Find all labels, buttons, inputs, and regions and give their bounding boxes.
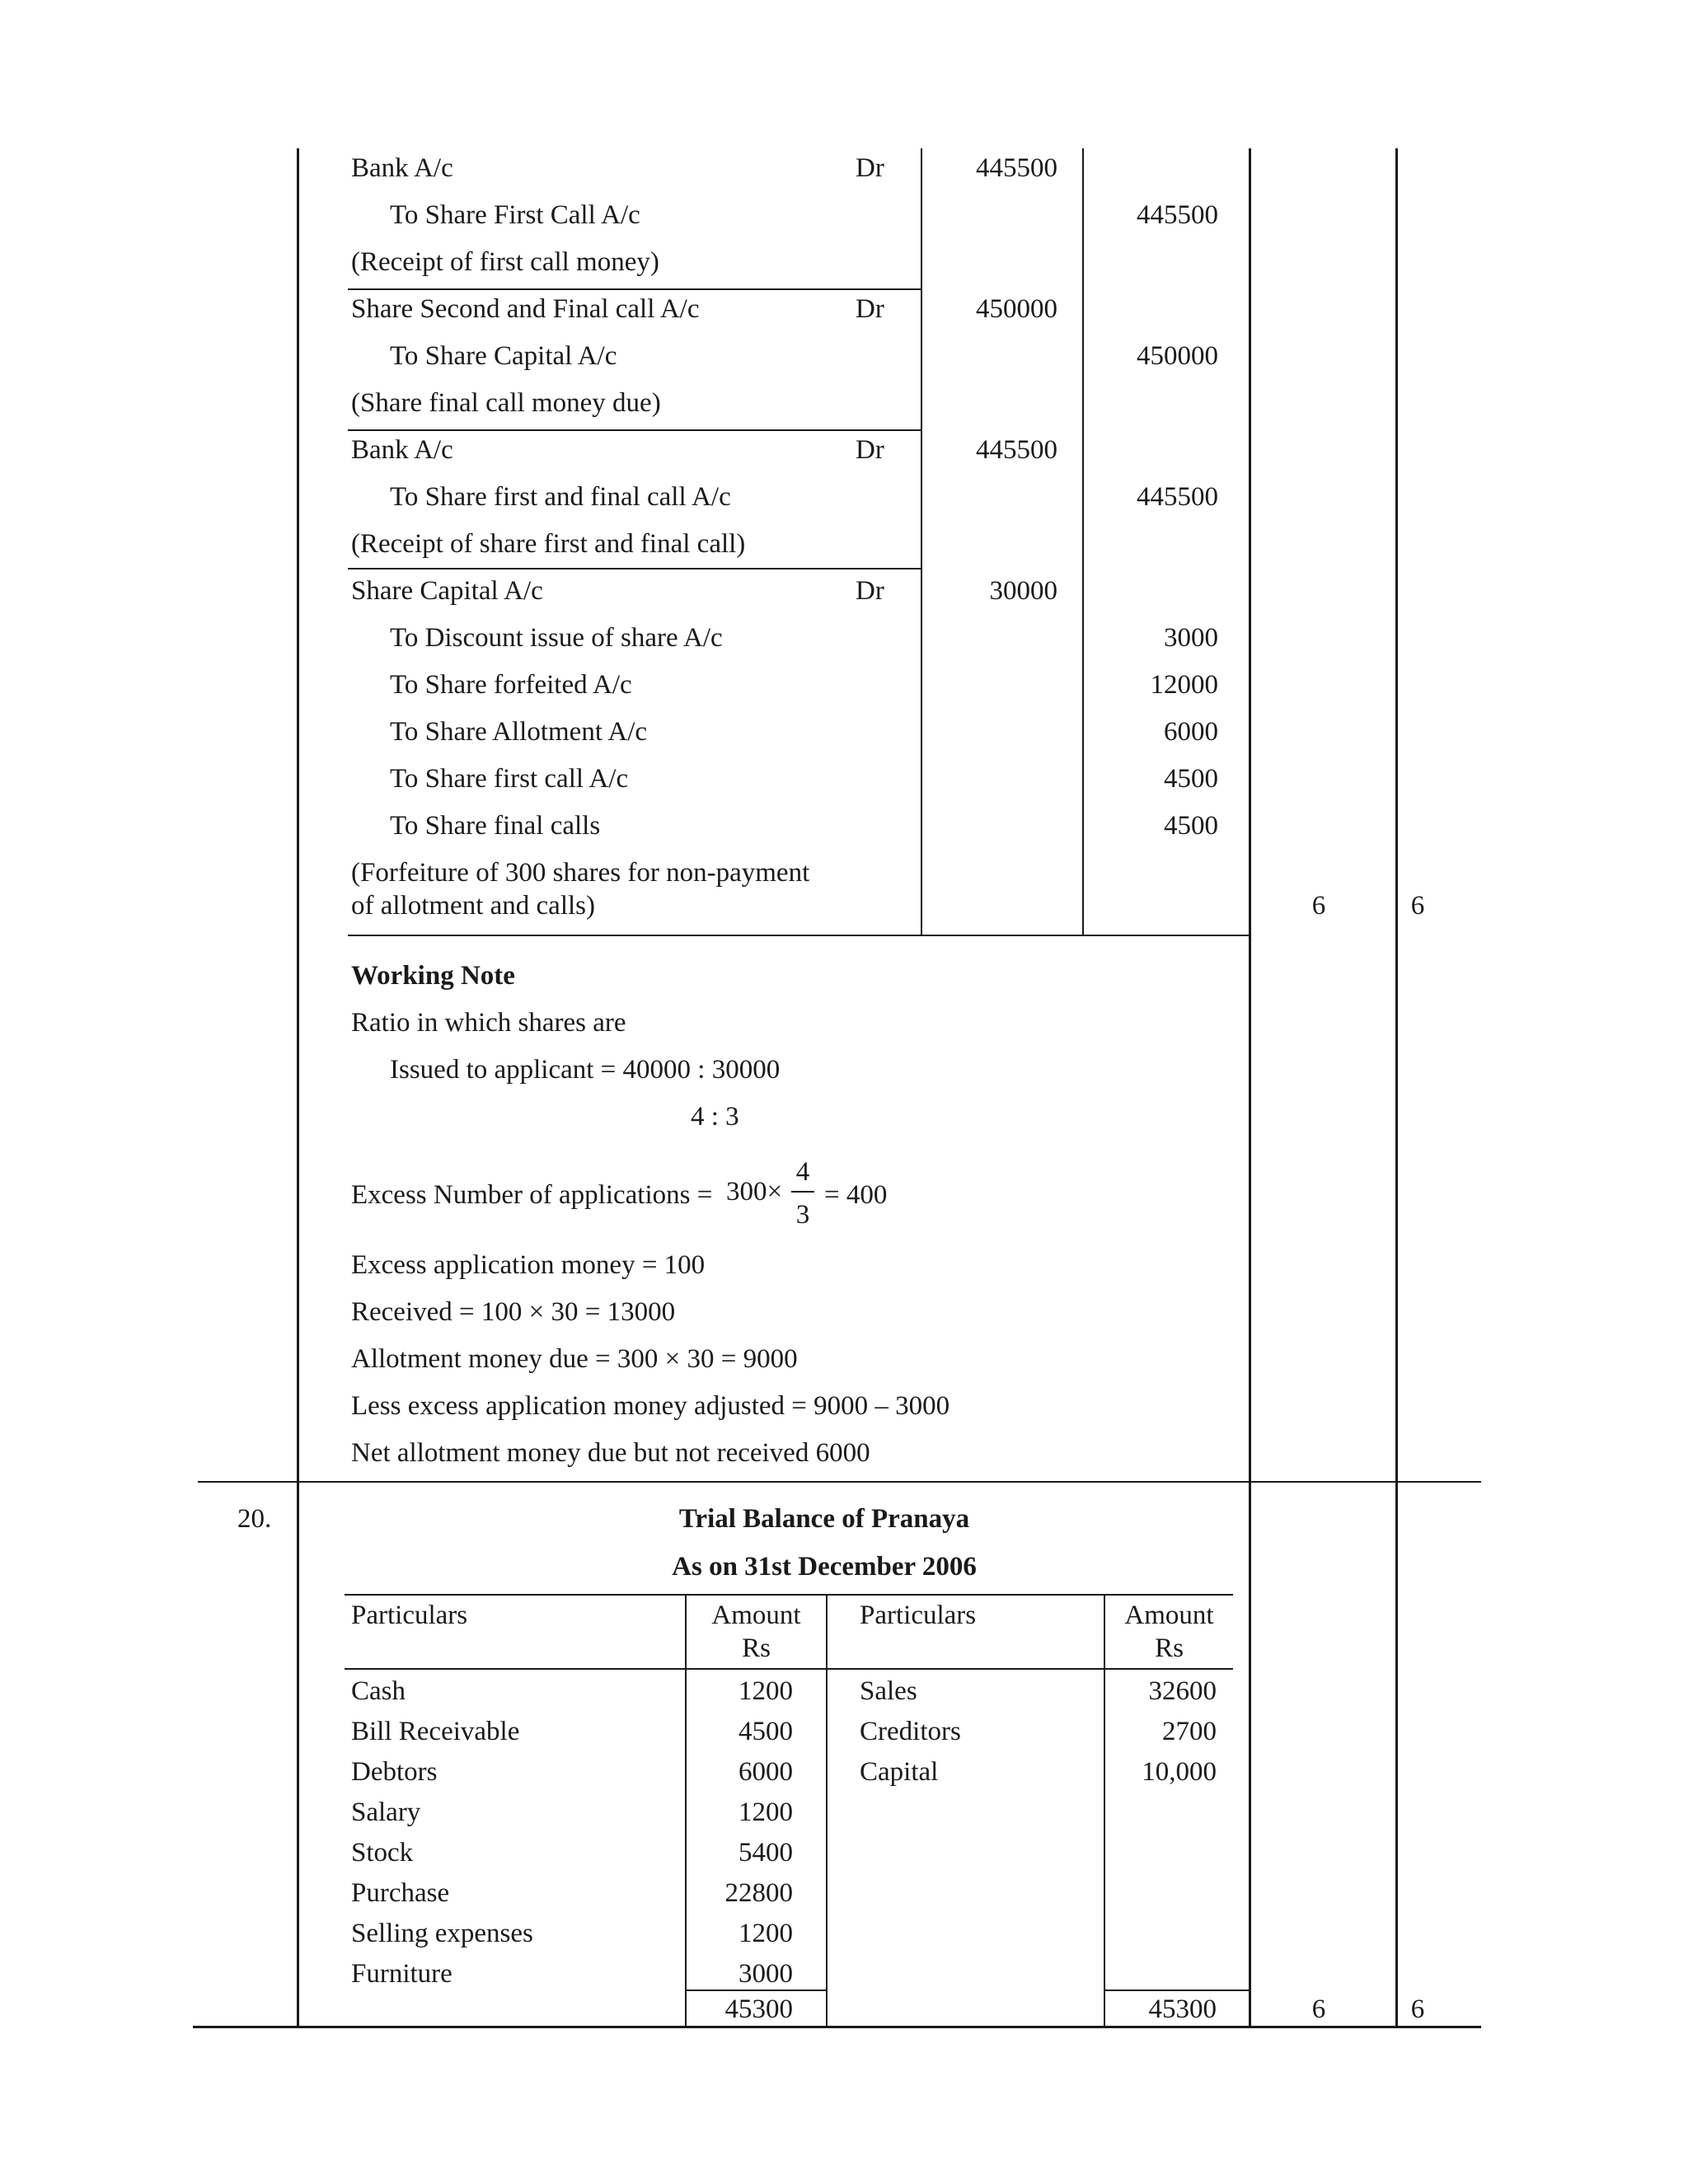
debit-total: 45300: [724, 1994, 793, 2024]
trial-balance-subtitle: As on 31st December 2006: [672, 1552, 977, 1582]
credit-amount: 32600: [1148, 1676, 1217, 1706]
journal-row-text: To Share first call A/c: [390, 764, 629, 794]
working-note-title: Working Note: [351, 961, 515, 991]
working-note-line: Ratio in which shares are: [351, 1008, 626, 1038]
debit-amount: 1200: [738, 1919, 793, 1948]
marks-column-b: 6: [1410, 891, 1425, 921]
debit-account-name: Salary: [351, 1797, 421, 1827]
journal-row-text: To Share forfeited A/c: [390, 670, 632, 700]
header-right-amount: Amount: [1124, 1601, 1214, 1630]
table-column-rule: [826, 1594, 828, 2027]
debit-amount: 22800: [724, 1878, 793, 1908]
journal-narration: of allotment and calls): [351, 891, 595, 921]
journal-row-credit: 3000: [1164, 623, 1218, 653]
journal-row-text: To Share Capital A/c: [390, 341, 617, 371]
credit-amount: 2700: [1162, 1717, 1217, 1746]
column-rule-marks-b: [1395, 148, 1398, 2027]
working-note-line: Received = 100 × 30 = 13000: [351, 1297, 676, 1327]
debit-account-name: Cash: [351, 1676, 406, 1706]
header-left-particulars: Particulars: [351, 1601, 468, 1630]
fraction-bar: [791, 1191, 814, 1193]
debit-amount: 3000: [738, 1959, 793, 1989]
debit-account-name: Debtors: [351, 1757, 438, 1787]
working-note-line: Net allotment money due but not received 6000: [351, 1438, 870, 1468]
working-note-line: Less excess application money adjusted = 9000 – 3000: [351, 1391, 950, 1421]
credit-account-name: Creditors: [860, 1717, 961, 1746]
fraction-denominator: 3: [795, 1200, 810, 1230]
credit-total: 45300: [1148, 1994, 1217, 2024]
working-note-ratio: 4 : 3: [691, 1102, 739, 1132]
journal-row-text: To Share Allotment A/c: [390, 717, 648, 747]
journal-row-credit: 450000: [1137, 341, 1218, 371]
header-right-particulars: Particulars: [860, 1601, 977, 1630]
journal-row-dr: Dr: [856, 294, 884, 324]
journal-rule-credit-left: [1082, 148, 1084, 935]
debit-account-name: Stock: [351, 1838, 414, 1868]
journal-row-credit: 4500: [1164, 764, 1218, 794]
journal-row-text: Share Capital A/c: [351, 576, 543, 606]
marks-column-a: 6: [1311, 1994, 1326, 2024]
journal-row-credit: 12000: [1150, 670, 1218, 700]
journal-row-credit: 4500: [1164, 811, 1218, 841]
column-rule-marks-a: [1249, 148, 1251, 2027]
debit-amount: 1200: [738, 1676, 793, 1706]
journal-narration: (Forfeiture of 300 shares for non-payment: [351, 858, 810, 888]
credit-account-name: Capital: [860, 1757, 939, 1787]
credit-account-name: Sales: [860, 1676, 917, 1706]
journal-row-debit: 445500: [976, 435, 1057, 465]
marks-column-b: 6: [1410, 1994, 1425, 2024]
question-number: 20.: [237, 1504, 272, 1534]
debit-amount: 1200: [738, 1797, 793, 1827]
journal-row-dr: Dr: [856, 153, 884, 183]
debit-amount: 6000: [738, 1757, 793, 1787]
journal-row-text: (Receipt of first call money): [351, 247, 659, 277]
credit-amount: 10,000: [1142, 1757, 1217, 1787]
working-note-line: Issued to applicant = 40000 : 30000: [390, 1055, 781, 1085]
journal-row-dr: Dr: [856, 576, 884, 606]
debit-account-name: Purchase: [351, 1878, 450, 1908]
trial-balance-title: Trial Balance of Pranaya: [678, 1504, 970, 1534]
table-top-rule: [345, 1594, 1233, 1596]
journal-row-text: Share Second and Final call A/c: [351, 294, 700, 324]
column-rule-left: [297, 148, 299, 2027]
debit-amount: 5400: [738, 1838, 793, 1868]
journal-rule-debit-left: [921, 148, 922, 935]
journal-row-dr: Dr: [856, 435, 884, 465]
excess-applications-result: = 400: [824, 1180, 888, 1210]
journal-row-text: (Receipt of share first and final call): [351, 529, 746, 559]
header-left-amount: Amount: [711, 1601, 801, 1630]
header-right-amount-unit: Rs: [1155, 1633, 1184, 1663]
page-bottom-rule: [193, 2026, 1481, 2028]
journal-row-credit: 6000: [1164, 717, 1218, 747]
journal-row-text: To Discount issue of share A/c: [390, 623, 723, 653]
journal-row-credit: 445500: [1137, 200, 1218, 230]
journal-separator: [348, 429, 922, 431]
journal-row-text: To Share first and final call A/c: [390, 482, 731, 512]
journal-separator: [348, 288, 922, 290]
right-total-rule: [1104, 1990, 1250, 1991]
working-note-line: Allotment money due = 300 × 30 = 9000: [351, 1344, 798, 1374]
debit-amount: 4500: [738, 1717, 793, 1746]
header-left-amount-unit: Rs: [742, 1633, 771, 1663]
journal-row-text: Bank A/c: [351, 435, 453, 465]
table-header-rule: [345, 1668, 1233, 1670]
debit-account-name: Bill Receivable: [351, 1717, 520, 1746]
journal-row-text: (Share final call money due): [351, 388, 661, 418]
journal-row-text: To Share final calls: [390, 811, 601, 841]
journal-row-debit: 445500: [976, 153, 1057, 183]
journal-row-debit: 450000: [976, 294, 1057, 324]
journal-separator: [348, 568, 922, 569]
journal-row-credit: 445500: [1137, 482, 1218, 512]
excess-applications-base: 300×: [726, 1177, 783, 1207]
question-separator: [198, 1481, 1481, 1483]
journal-row-text: Bank A/c: [351, 153, 453, 183]
journal-bottom-rule: [348, 935, 1250, 936]
journal-row-debit: 30000: [989, 576, 1057, 606]
debit-account-name: Selling expenses: [351, 1919, 533, 1948]
debit-account-name: Furniture: [351, 1959, 452, 1989]
marks-column-a: 6: [1311, 891, 1326, 921]
working-note-line: Excess application money = 100: [351, 1250, 706, 1280]
journal-row-text: To Share First Call A/c: [390, 200, 640, 230]
fraction-numerator: 4: [795, 1157, 810, 1187]
excess-applications-label: Excess Number of applications =: [351, 1180, 713, 1210]
